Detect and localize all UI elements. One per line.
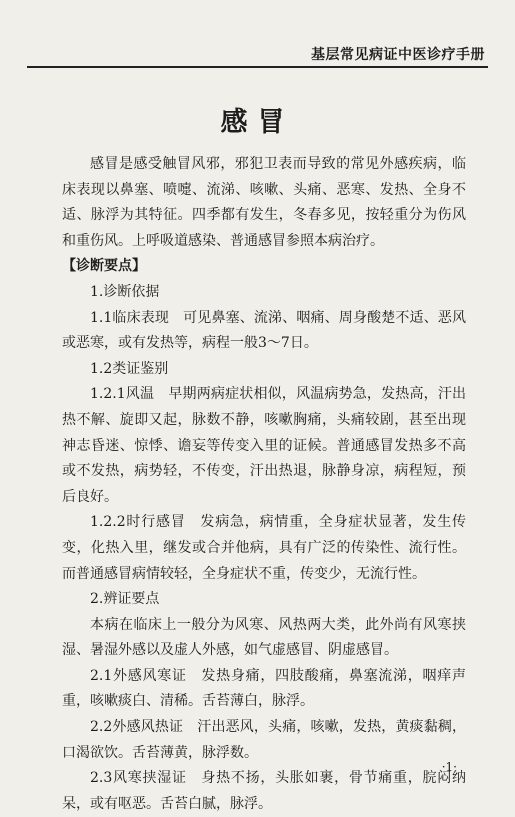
header-rule	[27, 66, 488, 68]
body-paragraph: 1.诊断依据	[90, 283, 160, 300]
chapter-title: 感冒	[220, 107, 295, 138]
intro-paragraph: 感冒是感受触冒风邪，邪犯卫表而导致的常见外感疾病，临床表现以鼻塞、喷嚏、流涕、咳嗽、头痛、恶寒、发热、全身不适、脉浮为其特征。四季都有发生，冬春多见，按轻重分为伤风和重伤风。上呼吸道感染、普通感冒参照本病治疗。	[62, 156, 466, 249]
page-number: ·1·	[441, 760, 457, 774]
body-paragraph: 1.2.2时行感冒 发病急，病情重，全身症状显著，发生传变，化热入里，继发或合并他病，具有广泛的传染性、流行性。而普通感冒病情较轻，全身症状不重，传变少，无流行性。	[62, 514, 466, 582]
body-paragraph: 本病在临床上一般分为风寒、风热两大类，此外尚有风寒挟湿、暑湿外感以及虚人外感，如气虚感冒、阴虚感冒。	[62, 616, 466, 659]
section-heading: 【诊断要点】	[62, 258, 146, 275]
body-paragraph: 1.2.1风温 早期两病症状相似，风温病势急，发热高，汗出热不解、旋即又起，脉数不静，咳嗽胸痛，头痛较剧，甚至出现神志昏迷、惊悸、谵妄等传变入里的证候。普通感冒发热多不高或不发热，病势轻，不传变，汗出热退，脉静身凉，病程短，预后良好。	[62, 386, 466, 505]
body-text	[62, 152, 466, 817]
running-head: 基层常见病证中医诊疗手册	[311, 47, 485, 63]
body-paragraph: 2.1外感风寒证 发热身痛，四肢酸痛，鼻塞流涕，咽痒声重，咳嗽痰白、清稀。舌苔薄白，脉浮。	[62, 667, 466, 710]
body-paragraph: 2.辨证要点	[90, 591, 160, 608]
body-paragraph: 2.2外感风热证 汗出恶风，头痛，咳嗽，发热，黄痰黏稠，口渴欲饮。舌苔薄黄，脉浮数。	[62, 719, 466, 761]
body-paragraph: 1.2类证鉴别	[90, 360, 169, 377]
body-paragraph: 1.1临床表现 可见鼻塞、流涕、咽痛、周身酸楚不适、恶风或恶寒，或有发热等，病程一般3～7日。	[62, 309, 466, 352]
body-paragraph: 2.3风寒挟湿证 身热不扬，头胀如裹，骨节痛重，脘闷纳呆，或有呕恶。舌苔白腻，脉浮。	[62, 770, 466, 812]
